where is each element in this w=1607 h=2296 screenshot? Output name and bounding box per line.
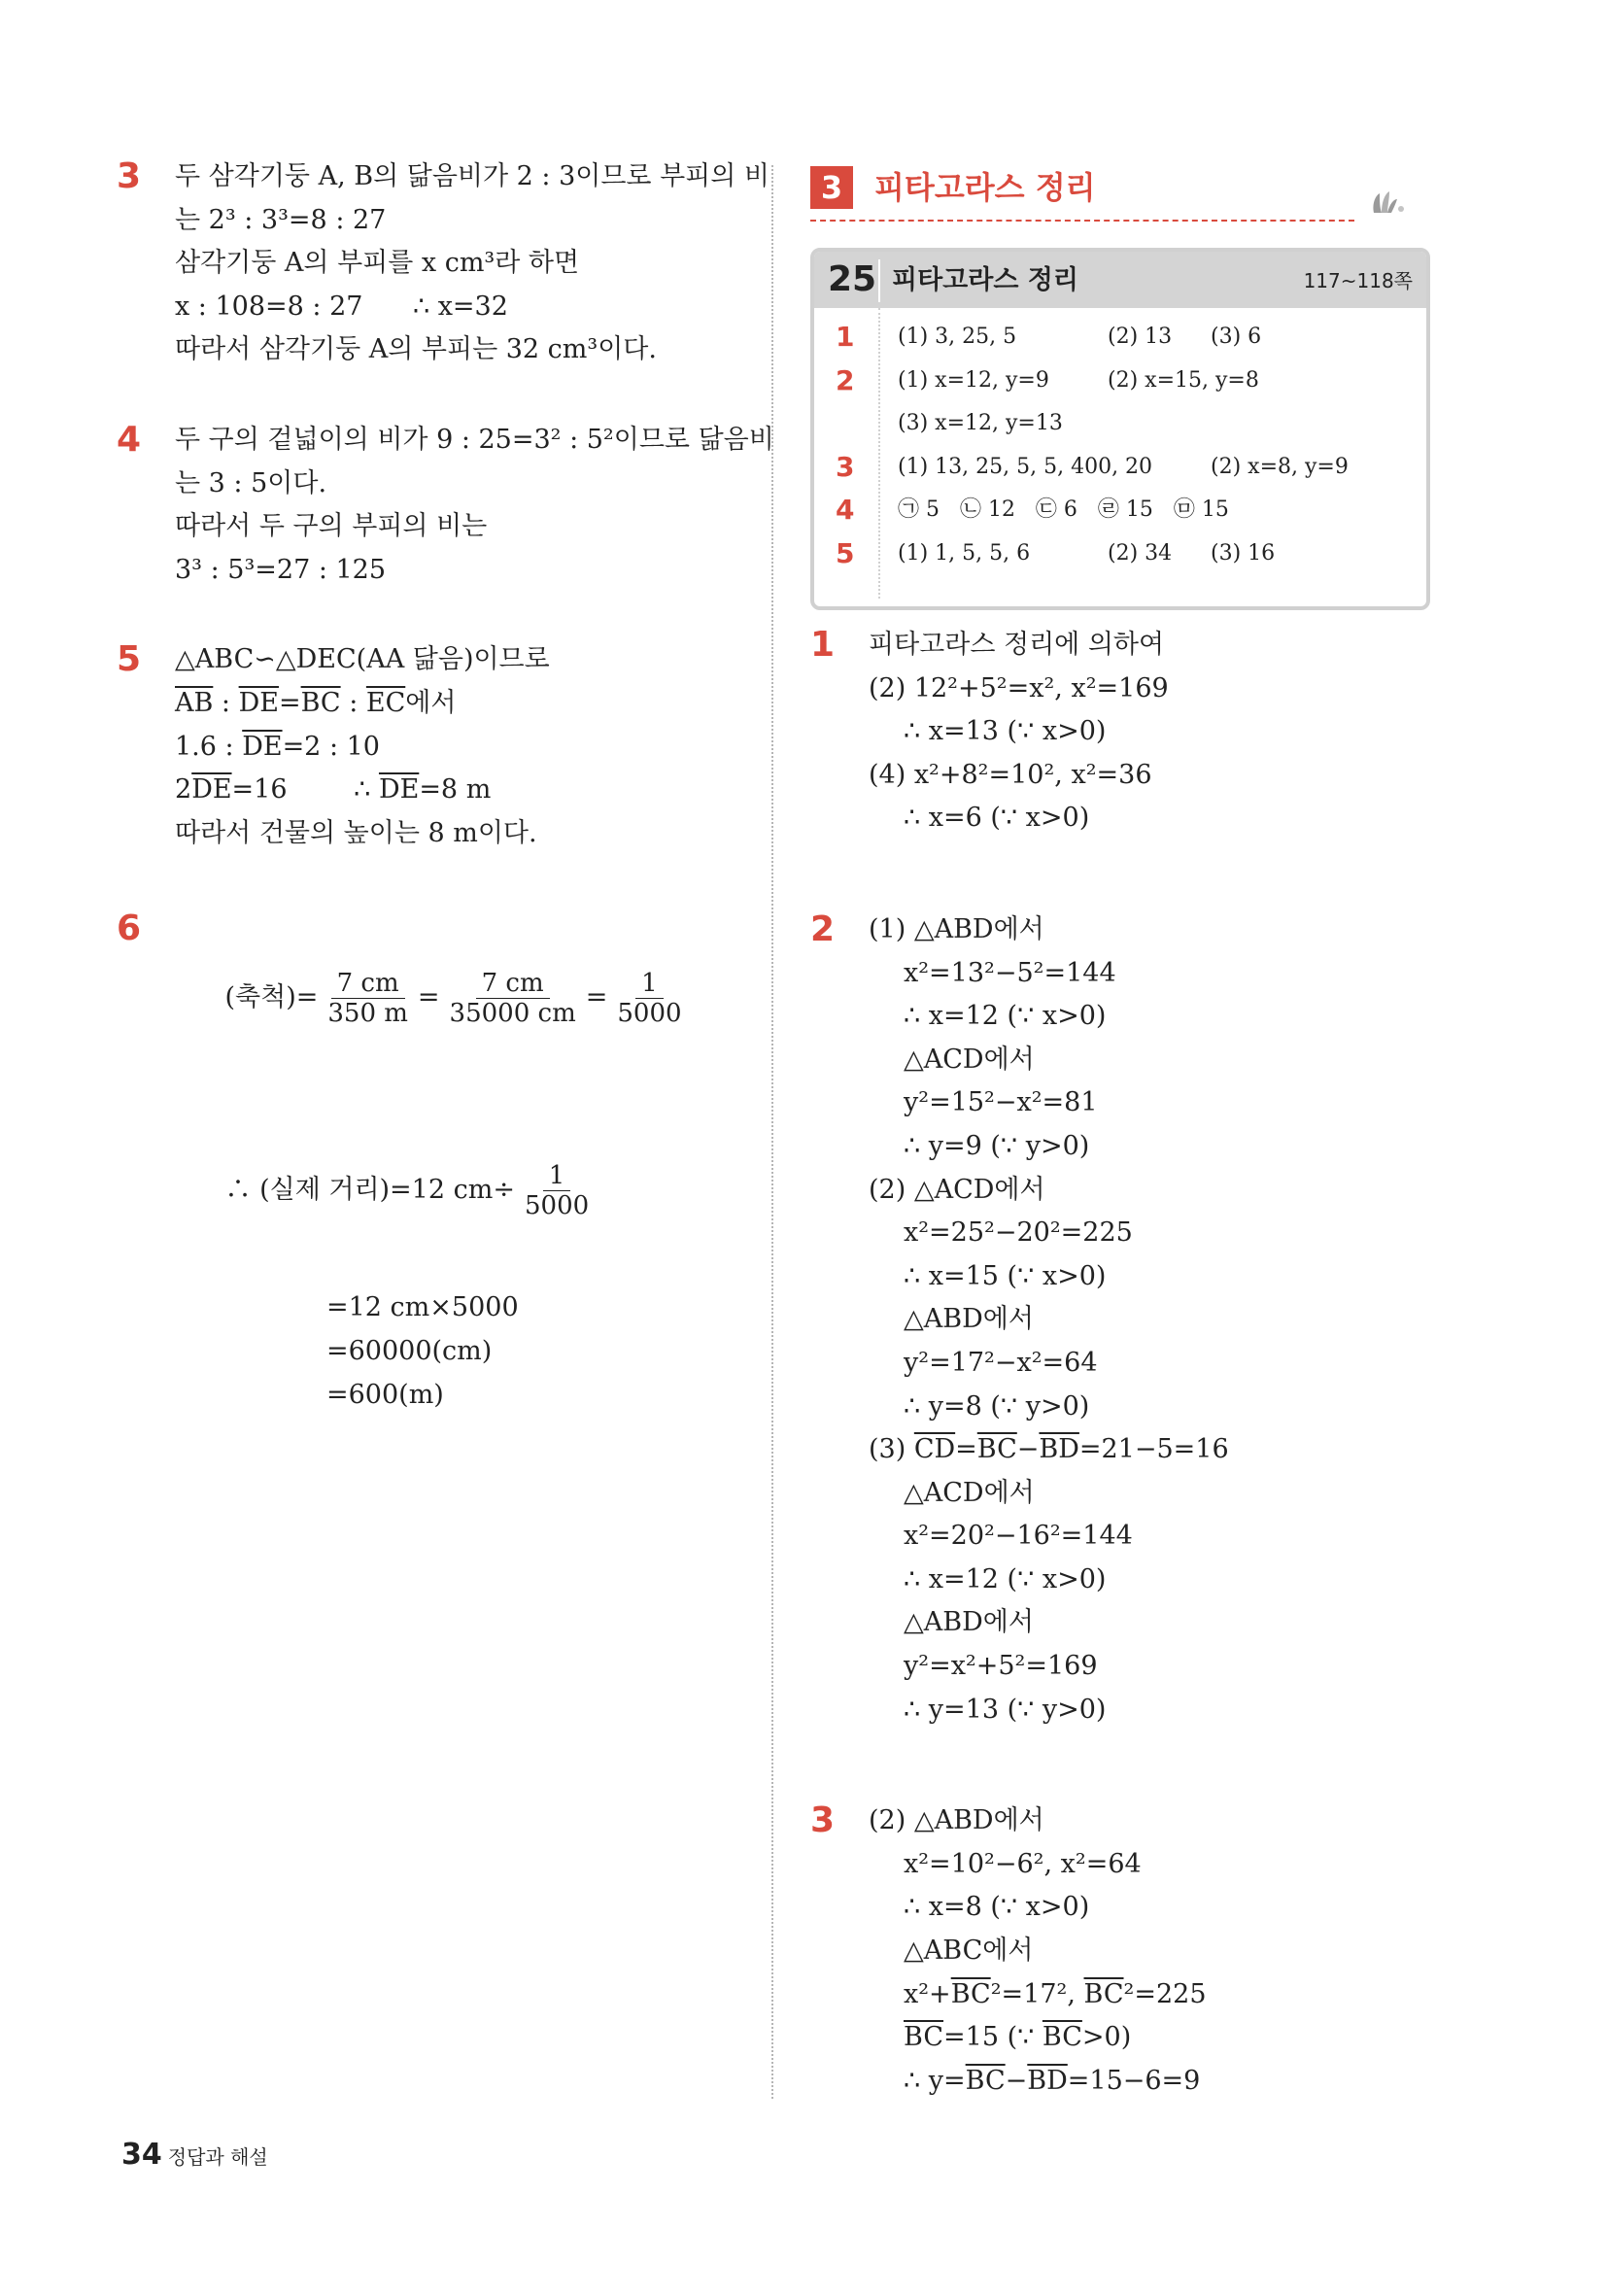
- answer-row: [814, 402, 1426, 446]
- section-rule: [810, 220, 1354, 222]
- solution-line: y²=15²−x²=81: [904, 1087, 1098, 1118]
- solution-line: ∴ x=12 (∵ x>0): [904, 1563, 1107, 1594]
- text: ²=225: [1123, 1978, 1207, 2009]
- answer-row: [814, 446, 1426, 490]
- leaf-icon: [1368, 188, 1407, 217]
- solution-line: △ABC∽△DEC(AA 닮음)이므로: [175, 644, 550, 675]
- column-divider: [771, 165, 773, 2099]
- left-column: [117, 155, 774, 1417]
- denominator: 350 m: [327, 999, 408, 1029]
- text: >0): [1081, 2022, 1132, 2053]
- segment-bd: $\overline{BD}$: [1027, 2065, 1068, 2096]
- solution-line: (2) 12²+5²=x², x²=169: [869, 672, 1169, 703]
- denominator: 5000: [524, 1191, 590, 1221]
- solution-line: [869, 1428, 1432, 1472]
- answer-part: (1) x=12, y=9: [898, 367, 1049, 393]
- answer-part: (3) x=12, y=13: [898, 411, 1063, 436]
- answer-box: [810, 248, 1430, 610]
- problem-4: [117, 419, 774, 592]
- solution-2: [810, 908, 1432, 1731]
- solution-line: ∴ x=8 (∵ x>0): [904, 1892, 1090, 1923]
- answer-part: (3) 6: [1211, 325, 1262, 349]
- segment-ab: $\overline{AB}$: [175, 687, 214, 718]
- solution-line: △ABD에서: [904, 1304, 1034, 1335]
- problem-number: 6: [117, 908, 142, 949]
- text: x²+: [904, 1978, 951, 2009]
- answer-row: [814, 489, 1426, 532]
- segment-bc: $\overline{BC}$: [976, 1434, 1017, 1465]
- segment-de: $\overline{DE}$: [378, 774, 420, 805]
- distance-label: ∴ (실제 거리)=12 cm÷: [224, 1175, 515, 1206]
- solution-line: ∴ x=15 (∵ x>0): [904, 1260, 1107, 1291]
- solution-line: 두 삼각기둥 A, B의 닮음비가 2 : 3이므로 부피의 비: [175, 161, 770, 191]
- text: =21−5=16: [1078, 1434, 1229, 1465]
- text: =: [278, 687, 301, 718]
- header-divider: [878, 259, 880, 302]
- section-number: 3: [810, 166, 853, 209]
- solution-line: (2) △ACD에서: [869, 1174, 1045, 1205]
- answer-part: (2) 13: [1108, 325, 1173, 349]
- solution-3: [810, 1799, 1432, 2103]
- solution-line: △ACD에서: [904, 1477, 1035, 1508]
- page-number: 34: [121, 2138, 162, 2172]
- solution-line: [869, 2016, 1432, 2060]
- fraction: [519, 1161, 595, 1220]
- solution-line: 3³ : 5³=27 : 125: [175, 554, 387, 585]
- solution-line: 따라서 건물의 높이는 8 m이다.: [175, 817, 537, 848]
- text: 2: [175, 774, 192, 805]
- solution-line: y²=17²−x²=64: [904, 1347, 1098, 1378]
- text: ∴ y=: [904, 2065, 966, 2096]
- fraction: [611, 969, 687, 1028]
- equals: =: [585, 982, 608, 1013]
- answer-number: 5: [836, 536, 855, 569]
- numerator: 7 cm: [331, 969, 405, 999]
- text: =2 : 10: [282, 731, 380, 762]
- section-header: [810, 160, 1432, 219]
- solution-line: x²=25²−20²=225: [904, 1217, 1133, 1249]
- fraction: [444, 969, 582, 1028]
- text: 에서: [405, 687, 457, 718]
- text: =15 (∵: [943, 2022, 1043, 2053]
- solution-line: ∴ y=13 (∵ y>0): [904, 1694, 1107, 1725]
- numerator: 7 cm: [476, 969, 550, 999]
- problem-3: [117, 155, 770, 372]
- solution-line: [175, 682, 738, 726]
- answer-list: [814, 316, 1426, 576]
- fraction: [322, 969, 414, 1028]
- text: −: [1005, 2065, 1028, 2096]
- answer-part: (1) 3, 25, 5: [898, 325, 1017, 349]
- problem-6: [117, 902, 738, 1417]
- answer-part: (2) 34: [1108, 540, 1173, 565]
- segment-cd: $\overline{CD}$: [913, 1434, 956, 1465]
- solution-line: x²=13²−5²=144: [904, 957, 1116, 988]
- solution-line: 피타고라스 정리에 의하여: [869, 630, 1165, 660]
- solution-line: 두 구의 겉넓이의 비가 9 : 25=3² : 5²이므로 닮음비: [175, 424, 774, 455]
- scale-label: (축척)=: [224, 982, 319, 1013]
- equals: =: [417, 982, 440, 1013]
- segment-bc: $\overline{BC}$: [1083, 1978, 1124, 2009]
- answer-number: 4: [836, 494, 855, 527]
- page-footer: [121, 2138, 268, 2172]
- answer-part: ㉠ 5 ㉡ 12 ㉢ 6 ㉣ 15 ㉤ 15: [898, 497, 1229, 523]
- solution-line: x²=10²−6², x²=64: [904, 1848, 1142, 1879]
- solution-1: [810, 624, 1432, 840]
- problem-number: 4: [117, 419, 142, 460]
- text: :: [213, 687, 239, 718]
- text: =16 ∴: [231, 774, 379, 805]
- text: =15−6=9: [1067, 2065, 1201, 2096]
- solution-line: =60000(cm): [326, 1335, 493, 1366]
- lesson-number: 25: [828, 259, 877, 299]
- scale-equation: [175, 902, 738, 1094]
- answer-row: [814, 316, 1426, 360]
- solution-line: =12 cm×5000: [326, 1292, 519, 1323]
- segment-de: $\overline{DE}$: [238, 687, 279, 718]
- segment-ec: $\overline{EC}$: [365, 687, 406, 718]
- solution-line: 는 2³ : 3³=8 : 27: [175, 204, 387, 235]
- solution-line: ∴ x=13 (∵ x>0): [904, 716, 1107, 747]
- answer-part: (3) 16: [1211, 540, 1276, 565]
- answer-number: 3: [836, 450, 855, 483]
- answer-part: (2) x=8, y=9: [1211, 454, 1349, 479]
- solution-line: ∴ x=6 (∵ x>0): [904, 803, 1090, 834]
- solution-line: (4) x²+8²=10², x²=36: [869, 759, 1152, 790]
- solution-line: y²=x²+5²=169: [904, 1651, 1098, 1682]
- denominator: 35000 cm: [449, 999, 576, 1029]
- solution-line: ∴ x=12 (∵ x>0): [904, 1001, 1107, 1032]
- solution-line: 삼각기둥 A의 부피를 x cm³라 하면: [175, 248, 580, 279]
- solution-line: [175, 726, 738, 770]
- text: =: [955, 1434, 977, 1465]
- answer-box-header: [814, 252, 1426, 308]
- denominator: 5000: [617, 999, 682, 1029]
- problem-number: 3: [810, 1800, 836, 1841]
- segment-bc: $\overline{BC}$: [904, 2022, 944, 2053]
- answer-row: [814, 360, 1426, 403]
- text: :: [340, 687, 366, 718]
- problem-number: 1: [810, 625, 836, 665]
- text: 1.6 :: [175, 731, 243, 762]
- solution-line: △ACD에서: [904, 1044, 1035, 1075]
- solution-line: (2) △ABD에서: [869, 1805, 1044, 1836]
- problem-number: 3: [117, 156, 142, 196]
- solution-line: ∴ y=9 (∵ y>0): [904, 1130, 1090, 1161]
- solution-line: △ABC에서: [904, 1936, 1034, 1967]
- answer-part: (1) 13, 25, 5, 5, 400, 20: [898, 454, 1153, 479]
- section-title: 피타고라스 정리: [874, 169, 1096, 206]
- page-range: 117~118쪽: [1303, 269, 1413, 292]
- lesson-title: 피타고라스 정리: [892, 265, 1078, 295]
- segment-bd: $\overline{BD}$: [1039, 1434, 1079, 1465]
- answer-part: (1) 1, 5, 5, 6: [898, 540, 1031, 565]
- solution-line: 따라서 삼각기둥 A의 부피는 32 cm³이다.: [175, 334, 657, 365]
- problem-5: [117, 638, 738, 855]
- answer-part: (2) x=15, y=8: [1108, 367, 1259, 393]
- solution-line: △ABD에서: [904, 1607, 1034, 1638]
- segment-bc: $\overline{BC}$: [950, 1978, 991, 2009]
- distance-equation: [175, 1094, 738, 1286]
- solution-line: 는 3 : 5이다.: [175, 467, 327, 498]
- segment-de: $\overline{DE}$: [242, 731, 283, 762]
- segment-bc: $\overline{BC}$: [1042, 2022, 1082, 2053]
- answer-number: 1: [836, 321, 855, 353]
- solution-line: x²=20²−16²=144: [904, 1521, 1133, 1552]
- numerator: 1: [543, 1161, 571, 1191]
- right-column: [810, 624, 1432, 2103]
- solution-line: [869, 2060, 1432, 2104]
- solution-line: [175, 769, 738, 812]
- segment-bc: $\overline{BC}$: [300, 687, 341, 718]
- text: (3): [869, 1434, 914, 1465]
- solution-line: [869, 1973, 1432, 2017]
- problem-number: 2: [810, 908, 836, 949]
- numerator: 1: [635, 969, 664, 999]
- problem-number: 5: [117, 639, 142, 680]
- answer-number: 2: [836, 363, 855, 396]
- solution-line: 따라서 두 구의 부피의 비는: [175, 511, 488, 542]
- text: −: [1016, 1434, 1040, 1465]
- solution-line: (1) △ABD에서: [869, 913, 1044, 944]
- answer-row: [814, 532, 1426, 576]
- footer-text: 정답과 해설: [167, 2145, 268, 2169]
- text: =8 m: [419, 774, 492, 805]
- solution-line: x : 108=8 : 27 ∴ x=32: [175, 291, 508, 322]
- text: ²=17²,: [990, 1978, 1084, 2009]
- segment-bc: $\overline{BC}$: [965, 2065, 1006, 2096]
- solution-line: ∴ y=8 (∵ y>0): [904, 1390, 1090, 1422]
- solution-line: =600(m): [326, 1379, 444, 1410]
- segment-de: $\overline{DE}$: [191, 774, 232, 805]
